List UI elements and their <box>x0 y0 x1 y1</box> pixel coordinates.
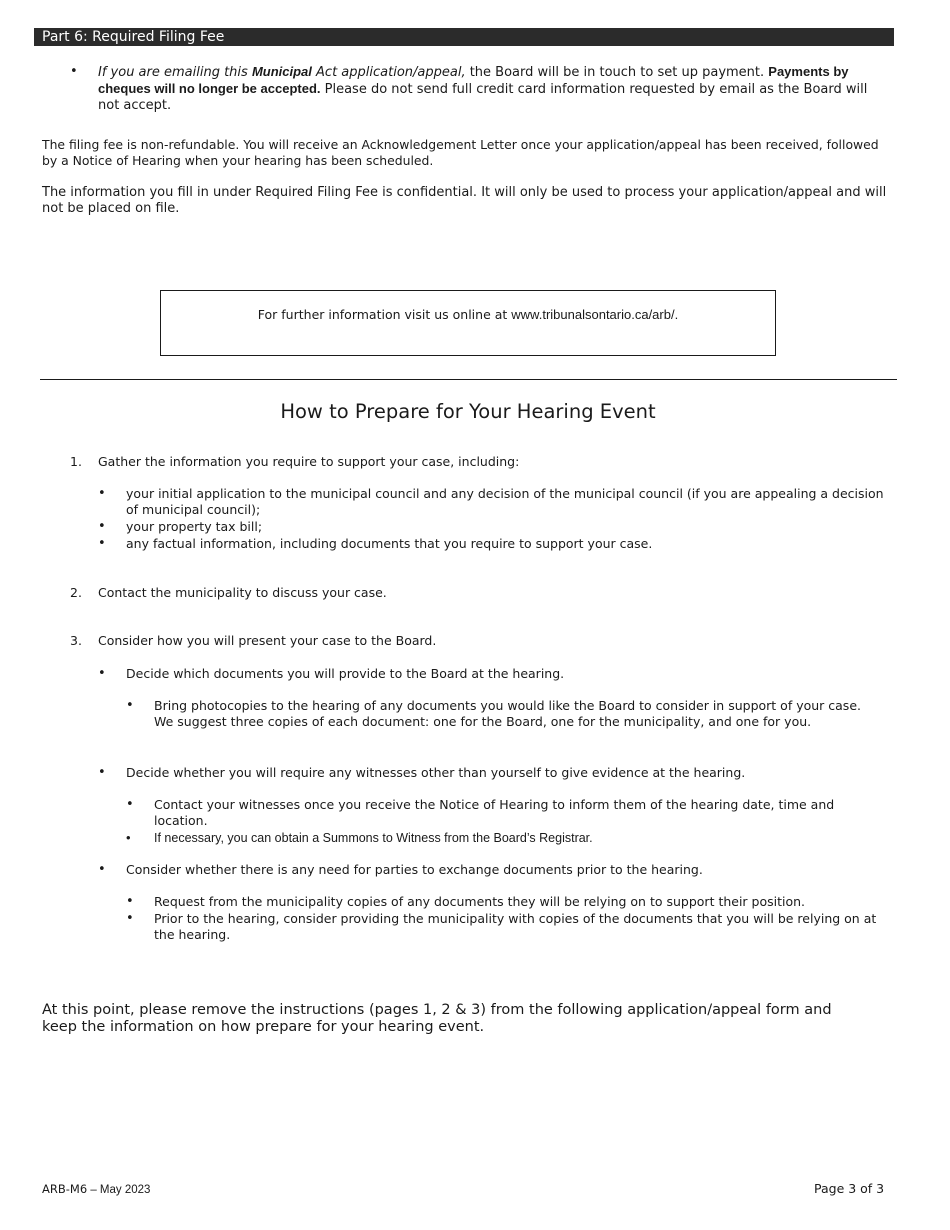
documents-decision <box>126 666 886 683</box>
list-item: • Request from the municipality copies of any documents they will be relying on to support their position. <box>154 894 884 910</box>
further-info-text: For further information visit us online at <box>257 307 512 322</box>
list-item: • Contact your witnesses once you receive the Notice of Hearing to inform them of the hearing date, time and location. <box>154 797 884 829</box>
step-number: 2. <box>70 585 82 600</box>
email-payment-item: • If you are emailing this Municipal Act application/appeal, the Board will be in touch to set up payment. Payments by cheques will no longer be accepted. Please do not send full credit card information requested by email as the Board will not accept. <box>98 64 883 114</box>
witness-decision <box>126 765 886 782</box>
documents-subitems <box>154 698 884 731</box>
exchange-subitems <box>154 894 884 944</box>
step-text: Contact the municipality to discuss your case. <box>98 585 387 600</box>
list-item: • Consider whether there is any need for parties to exchange documents prior to the hearing. <box>126 862 886 878</box>
section-divider <box>40 379 897 380</box>
step-text: Consider how you will present your case to the Board. <box>98 633 437 648</box>
step-number: 1. <box>70 454 82 469</box>
non-refundable-paragraph: The filing fee is non-refundable. You will receive an Acknowledgement Letter once your application/appeal has been received, followed by a Notice of Hearing when your hearing has been scheduled. <box>42 137 879 168</box>
exchange-decision <box>126 862 886 879</box>
list-item: • Prior to the hearing, consider providing the municipality with copies of the documents that you will be relying on at the hearing. <box>154 911 884 943</box>
step-number: 3. <box>70 633 82 648</box>
list-item: • your property tax bill; <box>126 519 886 535</box>
section-title: Part 6: Required Filing Fee <box>42 29 225 45</box>
form-identifier: ARB-M6 – May 2023 <box>42 1182 151 1196</box>
list-item: • Decide which documents you will provide to the Board at the hearing. <box>126 666 886 682</box>
closing-instructions: At this point, please remove the instructions (pages 1, 2 & 3) from the following application/appeal form and keep the information on how prepare for your hearing event. <box>42 1002 832 1035</box>
list-item: • any factual information, including documents that you require to support your case. <box>126 536 886 552</box>
page-heading: How to Prepare for Your Hearing Event <box>280 400 656 423</box>
section-header-part-6 <box>34 28 894 46</box>
step-text: Gather the information you require to support your case, including: <box>98 454 520 469</box>
tribunals-link[interactable]: www.tribunalsontario.ca/arb/. <box>511 307 679 322</box>
further-info-box <box>160 290 776 356</box>
list-item: • Decide whether you will require any witnesses other than yourself to give evidence at the hearing. <box>126 765 886 781</box>
step-1-bullets <box>126 486 886 553</box>
page-number: Page 3 of 3 <box>814 1181 885 1196</box>
list-item: • Bring photocopies to the hearing of any documents you would like the Board to consider in support of your case. We suggest three copies of each document: one for the Board, one for the municipality, and one for you. <box>154 698 884 730</box>
email-payment-note <box>98 64 883 114</box>
confidential-paragraph: The information you fill in under Required Filing Fee is confidential. It will only be used to process your application/appeal and will not be placed on file. <box>42 185 887 216</box>
list-item: • your initial application to the municipal council and any decision of the municipal council (if you are appealing a decision of municipal council); <box>126 486 886 518</box>
witness-subitems <box>154 797 884 847</box>
list-item: • If necessary, you can obtain a Summons to Witness from the Board’s Registrar. <box>154 830 884 846</box>
